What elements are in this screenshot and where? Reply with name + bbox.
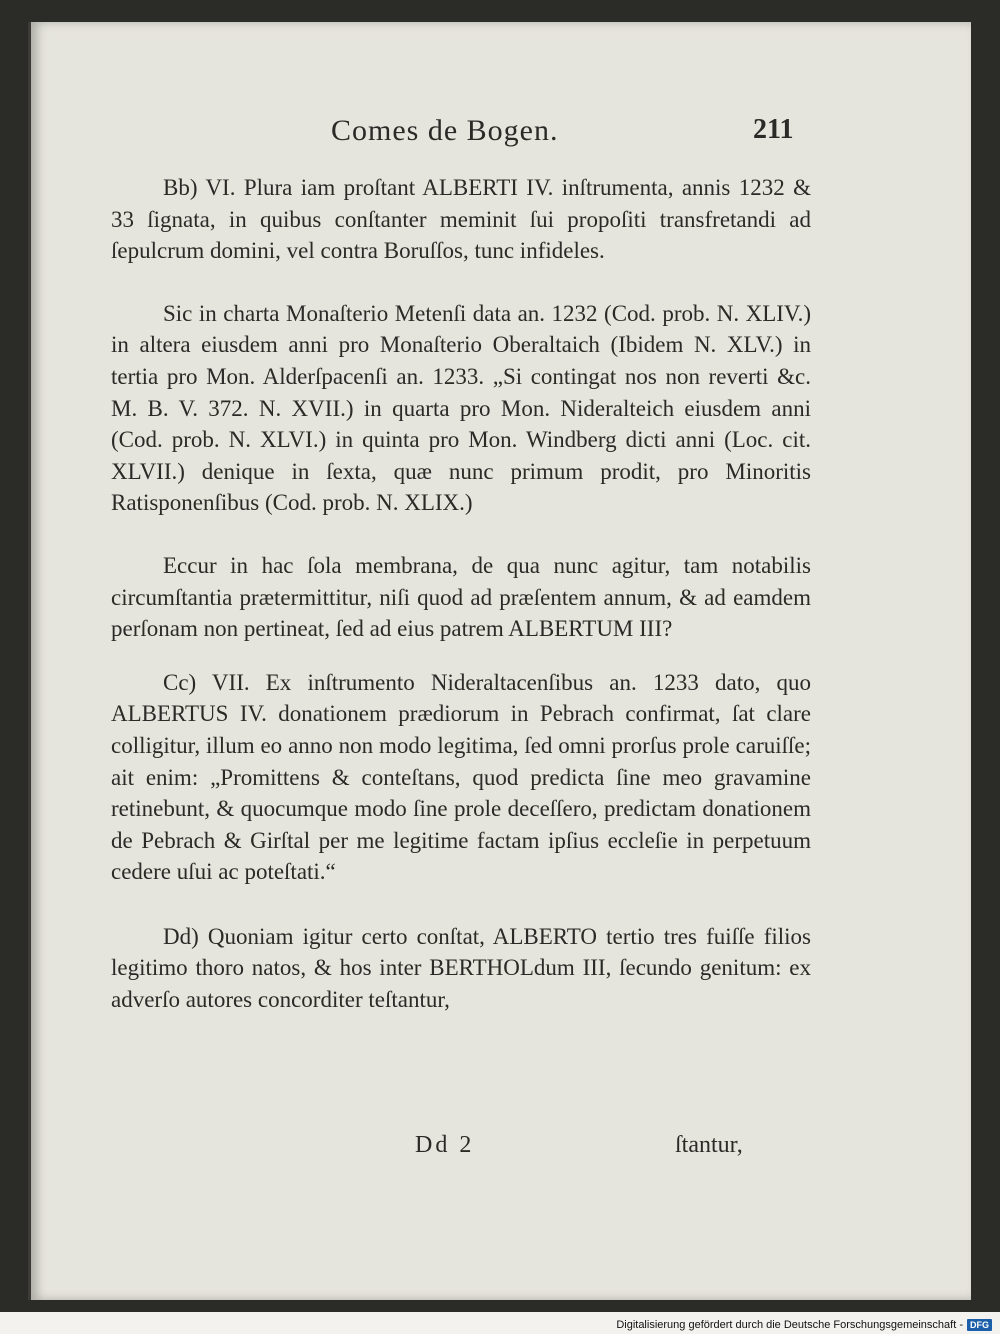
catchword: ſtantur, (675, 1132, 743, 1158)
paragraph-dd: Dd) Quoniam igitur certo conſtat, ALBERTO tertio tres fuiſſe filios legitimo thoro natos, & hos inter BERTHOLdum III, ſecundo genitum: ex adverſo autores concorditer teſtantur, (111, 923, 811, 1013)
page-number: 211 (753, 114, 794, 145)
funding-credit (616, 1319, 992, 1331)
credit-text: Digitalisierung gefördert durch die Deutsche Forschungsgemeinschaft - (616, 1319, 963, 1331)
book-page (28, 22, 971, 1300)
page-header (31, 114, 971, 158)
paragraph-cc: Cc) VII. Ex inſtrumento Nideraltacenſibus an. 1233 dato, quo ALBERTUS IV. donationem prædiorum in Pebrach confirmat, ſat clare colligitur, illum eo anno non modo legitima, ſed omni prorſus prole caruiſſe; ait enim: „Promittens & conteſtans, quod predicta ſine meo gravamine retinebunt, & quocumque modo ſine prole deceſſero, predictam donationem de Pebrach & Girſtal per me legitime factam ipſius eccleſie in perpetuum cedere uſui ac poteſtati.“ (111, 669, 811, 885)
paragraph-bb: Bb) VI. Plura iam proſtant ALBERTI IV. inſtrumenta, annis 1232 & 33 ſignata, in quibus conſtanter meminit ſui propoſiti transfretandi ad ſepulcrum domini, vel contra Boruſſos, tunc infideles. (111, 175, 811, 264)
paragraph-charters: Sic in charta Monaſterio Metenſi data an. 1232 (Cod. prob. N. XLIV.) in altera eiusdem anni pro Monaſterio Oberaltaich (Ibidem N. XLV.) in tertia pro Mon. Alderſpacenſi an. 1233. „Si contingat nos non reverti &c. M. B. V. 372. N. XVII.) in quarta pro Mon. Nideralteich eiusdem anni (Cod. prob. N. XLVI.) in quinta pro Mon. Windberg dicti anni (Loc. cit. XLVII.) denique in ſexta, quæ nunc primum prodit, pro Minoritis Ratisponenſibus (Cod. prob. N. XLIX.) (111, 300, 811, 516)
running-head: Comes de Bogen. (331, 114, 559, 147)
dfg-logo-icon: DFG (967, 1319, 992, 1331)
signature-mark: Dd 2 (415, 1132, 475, 1158)
paragraph-eccur: Eccur in hac ſola membrana, de qua nunc agitur, tam notabilis circumſtantia prætermittitur, niſi quod ad præſentem annum, & ad eamdem perſonam non pertineat, ſed ad eius patrem ALBERTUM III? (111, 552, 811, 642)
page-footer (31, 1128, 971, 1168)
body-text (111, 172, 811, 1016)
